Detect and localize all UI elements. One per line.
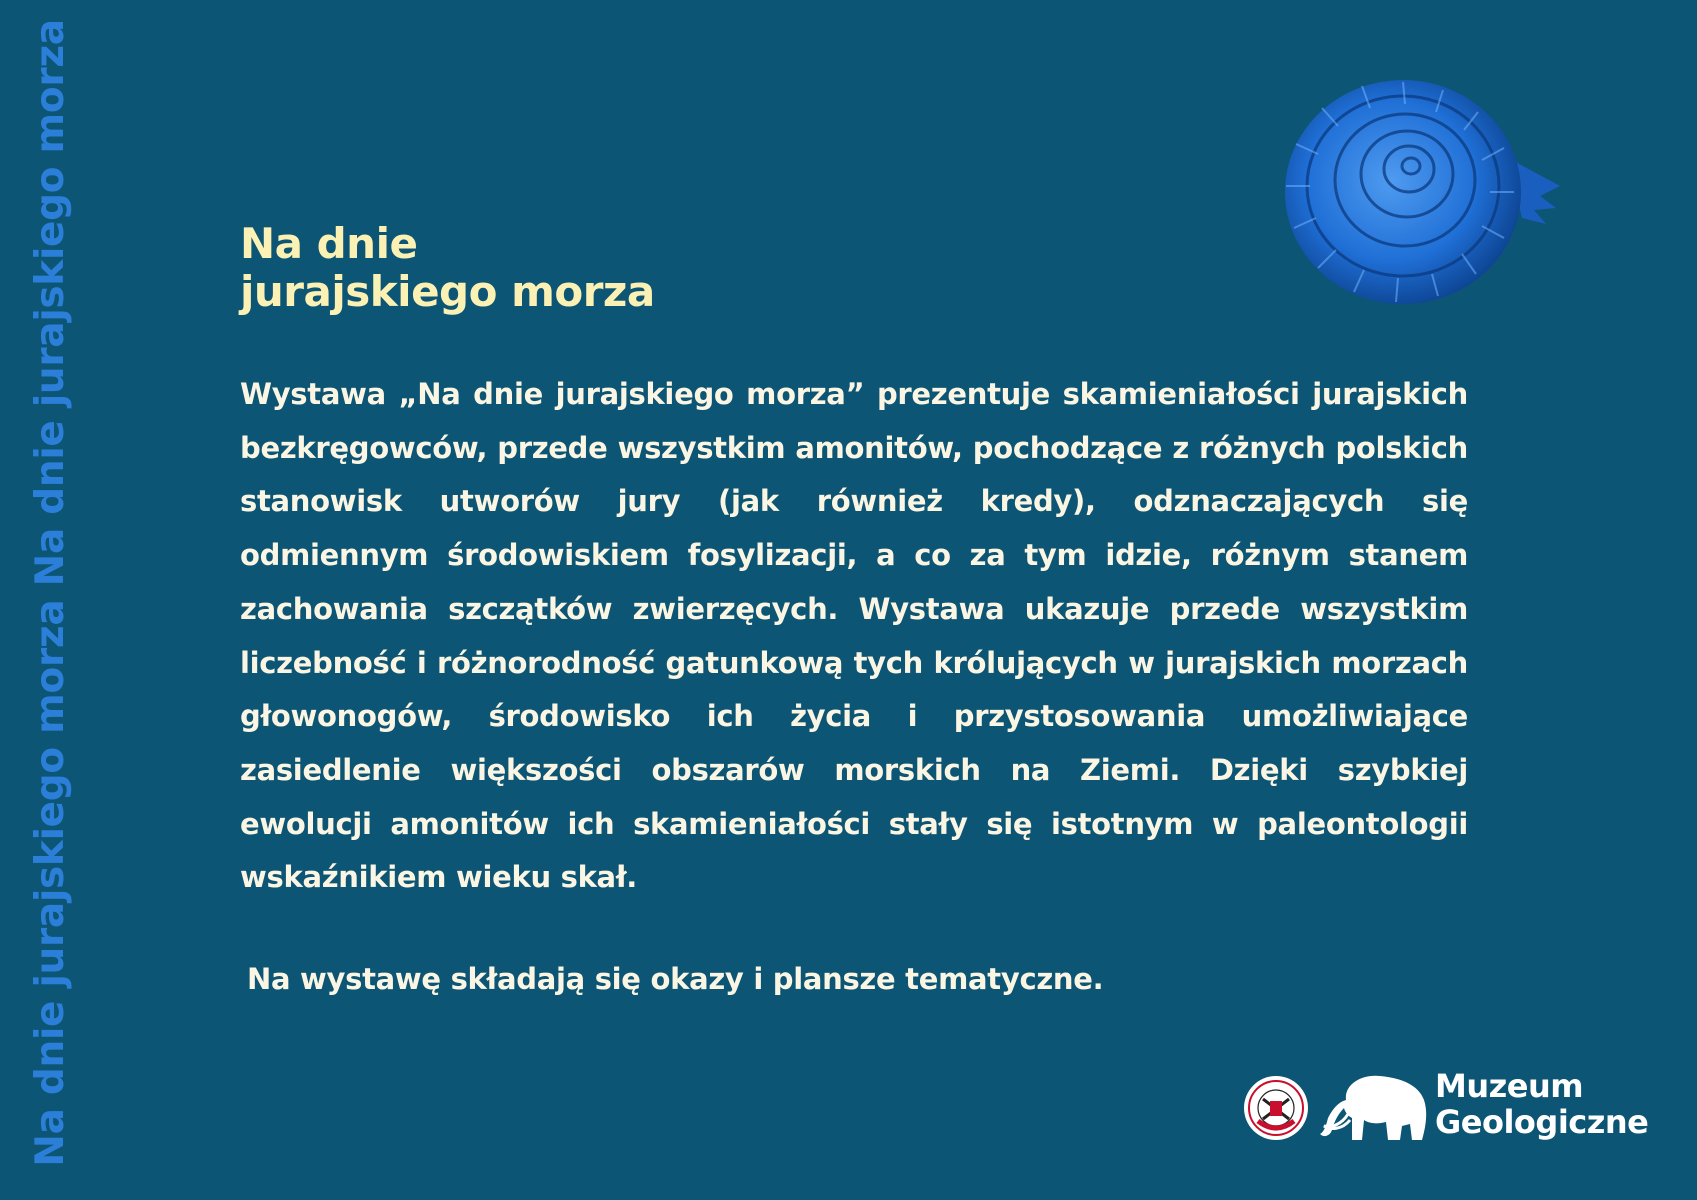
mammoth-icon [1318, 1070, 1430, 1142]
museum-logo-text [1435, 1068, 1648, 1140]
side-banner-text: Na dnie jurajskiego morza Na dnie jurajskiego morza [28, 19, 73, 1167]
closing-sentence: Na wystawę składają się okazy i plansze tematyczne. [247, 962, 1104, 996]
institute-seal-icon [1243, 1075, 1309, 1141]
logo-line-2: Geologiczne [1435, 1103, 1649, 1141]
page-title [240, 220, 655, 316]
logo-line-1: Muzeum [1435, 1067, 1584, 1105]
title-line-2: jurajskiego morza [240, 267, 655, 316]
title-line-1: Na dnie [240, 219, 418, 268]
ammonite-fossil-icon [1278, 68, 1560, 308]
description-paragraph: Wystawa „Na dnie jurajskiego morza” prezentuje skamieniałości jurajskich bezkręgowców, przede wszystkim amonitów, pochodzące z różnych polskich stanowisk utworów jury (jak również kredy), odznaczających się odmiennym środowiskiem fosylizacji, a co za tym idzie, różnym stanem zachowania szczątków zwierzęcych. Wystawa ukazuje przede wszystkim liczebność i różnorodność gatunkową tych królujących w jurajskich morzach głowonogów, środowisko ich życia i przystosowania umożliwiające zasiedlenie większości obszarów morskich na Ziemi. Dzięki szybkiej ewolucji amonitów ich skamieniałości stały się istotnym w paleontologii wskaźnikiem wieku skał. [240, 377, 1468, 895]
